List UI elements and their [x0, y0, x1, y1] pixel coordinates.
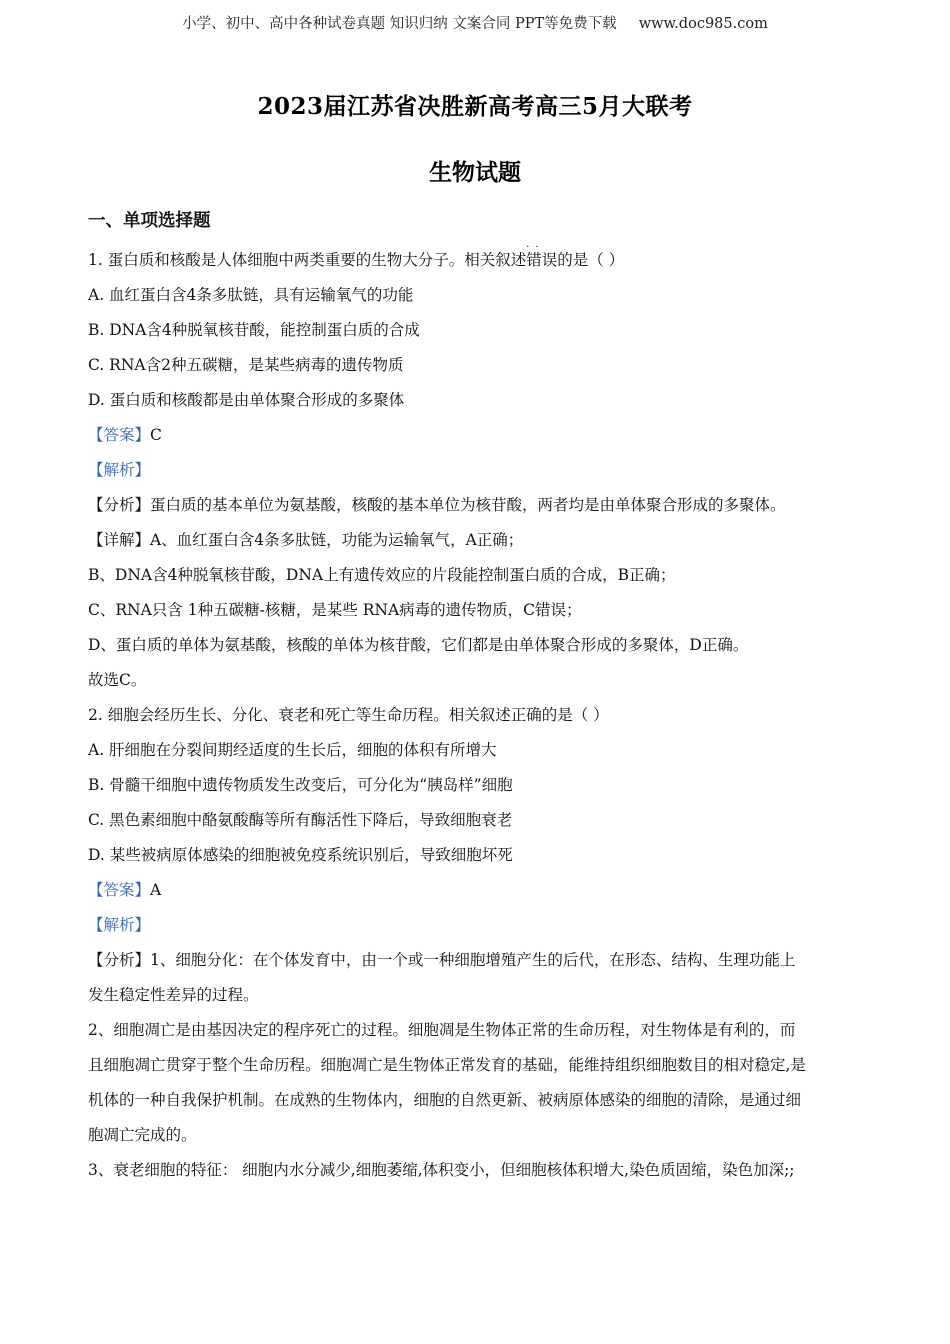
question-2-fenxi-line: 2、细胞凋亡是由基因决定的程序死亡的过程。细胞凋是生物体正常的生命历程，对生物体是有利的，而 — [88, 1021, 796, 1039]
analysis-tag: 【解析】 — [88, 461, 151, 479]
fenxi-tag: 【分析】 — [88, 951, 151, 969]
fenxi-tag: 【分析】 — [88, 496, 151, 514]
header-left-text: 小学、初中、高中各种试卷真题 知识归纳 文案合同 PPT等免费下载 — [182, 16, 617, 32]
question-1-analysis-heading — [88, 453, 868, 488]
question-1-option-c: C. RNA含2种五碳糖，是某些病毒的遗传物质 — [88, 356, 404, 374]
emphasis-dots: ·· — [526, 242, 545, 253]
question-1-option-b: B. DNA含4种脱氧核苷酸，能控制蛋白质的合成 — [88, 321, 420, 339]
question-2-option-d: D. 某些被病原体感染的细胞被免疫系统识别后，导致细胞坏死 — [88, 846, 513, 864]
question-1-option-d: D. 蛋白质和核酸都是由单体聚合形成的多聚体 — [88, 391, 405, 409]
question-2-fenxi-line: 胞凋亡完成的。 — [88, 1126, 197, 1144]
question-2-analysis-heading — [88, 908, 868, 943]
question-2-fenxi-line: 3、衰老细胞的特征： 细胞内水分减少,细胞萎缩,体积变小，但细胞核体积增大,染色质固缩，染色加深;; — [88, 1161, 795, 1179]
question-1-conclusion: 故选C。 — [88, 671, 147, 689]
emphasis-text: ·· 错误 — [526, 242, 558, 269]
question-2-fenxi-line: 机体的一种自我保护机制。在成熟的生物体内，细胞的自然更新、被病原体感染的细胞的清除，是通过细 — [88, 1091, 802, 1109]
xiangjie-tag: 【详解】 — [88, 531, 151, 549]
question-2-stem: 2. 细胞会经历生长、分化、衰老和死亡等生命历程。相关叙述正确的是（ ） — [88, 706, 609, 724]
question-2-option-c: C. 黑色素细胞中酪氨酸酶等所有酶活性下降后，导致细胞衰老 — [88, 811, 513, 829]
question-2-fenxi-line: 发生稳定性差异的过程。 — [88, 986, 259, 1004]
analysis-tag: 【解析】 — [88, 916, 151, 934]
question-2-answer — [88, 873, 868, 908]
answer-value: C — [150, 426, 162, 444]
question-2-fenxi-line: 且细胞凋亡贯穿于整个生命历程。细胞凋亡是生物体正常发育的基础，能维持组织细胞数目的相对稳定,是 — [88, 1056, 806, 1074]
section-heading: 一、单项选择题 — [88, 211, 211, 231]
answer-tag: 【答案】 — [88, 426, 151, 444]
question-1-detail-d: D、蛋白质的单体为氨基酸，核酸的单体为核苷酸，它们都是由单体聚合形成的多聚体，D正确。 — [88, 636, 749, 654]
document-body — [88, 243, 868, 1188]
question-2-option-a: A. 肝细胞在分裂间期经适度的生长后，细胞的体积有所增大 — [88, 741, 497, 759]
question-1-detail-b: B、DNA含4种脱氧核苷酸，DNA上有遗传效应的片段能控制蛋白质的合成，B正确； — [88, 566, 676, 584]
exam-title: 2023届江苏省决胜新高考高三5月大联考 — [257, 93, 693, 120]
question-1-detail-c: C、RNA只含 1种五碳糖-核糖，是某些 RNA病毒的遗传物质，C错误； — [88, 601, 582, 619]
question-1-answer — [88, 418, 868, 453]
header-url[interactable]: www.doc985.com — [638, 16, 768, 32]
question-2-fenxi: 【分析】1、细胞分化：在个体发育中，由一个或一种细胞增殖产生的后代，在形态、结构、生理功能上 — [88, 951, 796, 969]
question-1-stem: 1. 蛋白质和核酸是人体细胞中两类重要的生物大分子。相关叙述 ·· 错误的是（ ） — [88, 242, 625, 269]
question-1-fenxi: 【分析】蛋白质的基本单位为氨基酸，核酸的基本单位为核苷酸，两者均是由单体聚合形成的多聚体。 — [88, 496, 786, 514]
answer-tag: 【答案】 — [88, 881, 151, 899]
exam-subtitle: 生物试题 — [429, 159, 521, 186]
question-1-xiangjie: 【详解】A、血红蛋白含4条多肽链，功能为运输氧气，A正确； — [88, 531, 524, 549]
question-2-option-b: B. 骨髓干细胞中遗传物质发生改变后，可分化为“胰岛样”细胞 — [88, 776, 513, 794]
answer-value: A — [150, 881, 162, 899]
question-1-option-a: A. 血红蛋白含4条多肽链，具有运输氧气的功能 — [88, 286, 414, 304]
page-header — [0, 12, 950, 33]
